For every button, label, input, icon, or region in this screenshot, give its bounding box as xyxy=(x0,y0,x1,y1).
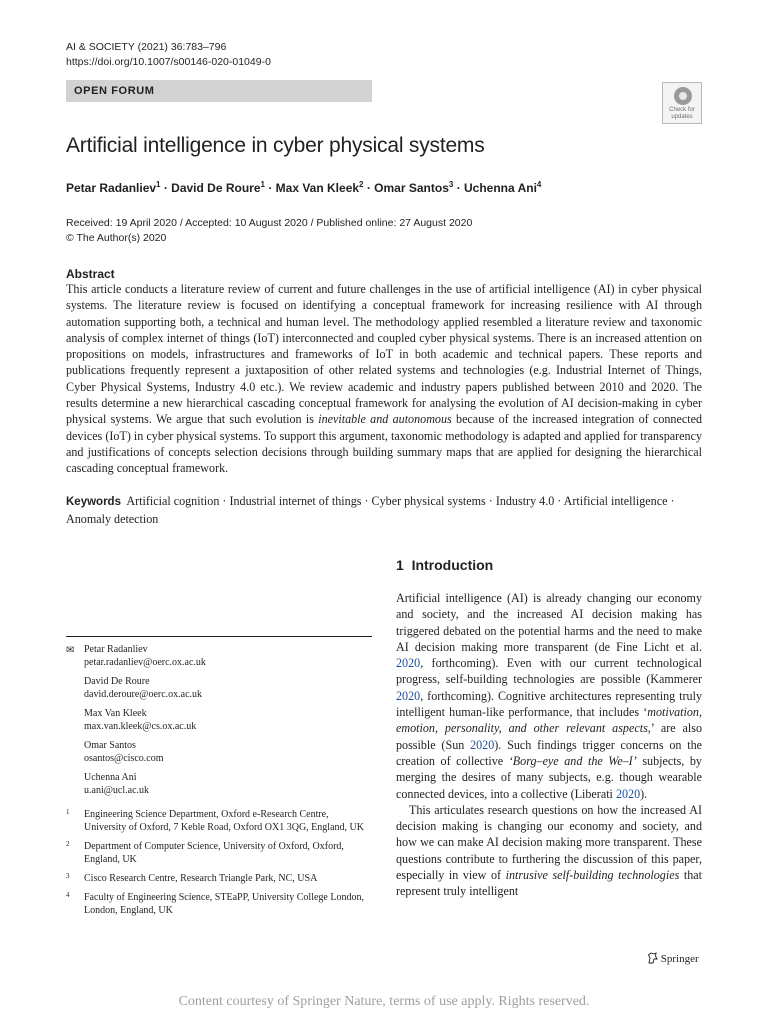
paragraph xyxy=(396,802,702,900)
springer-horse-icon xyxy=(647,952,658,964)
text-run: that represent truly intelligent xyxy=(396,868,702,899)
courtesy-notice: Content courtesy of Springer Nature, terms of use apply. Rights reserved. xyxy=(178,994,590,1009)
footnote-divider xyxy=(66,636,372,637)
correspondence-name: Uchenna Ani xyxy=(84,772,137,783)
affiliation-text: Department of Computer Science, University of Oxford, Oxford, England, UK xyxy=(84,841,344,865)
author-name[interactable]: Max Van Kleek xyxy=(275,181,360,195)
affiliations xyxy=(66,808,372,923)
correspondence-email[interactable]: u.ani@ucl.ac.uk xyxy=(84,785,150,796)
copyright-line: © The Author(s) 2020 xyxy=(66,232,167,244)
author-line: Petar Radanliev$^1$ · David De Roure$^1$ · Max Van Kleek$^2$ · Omar Santos$^3$ · Uchenna Ani$^4$ xyxy=(66,180,542,195)
citation-link[interactable]: 2020 xyxy=(615,786,641,801)
affiliation-entry xyxy=(66,891,372,917)
publisher-name: Springer xyxy=(660,953,699,965)
text-run: Artificial intelligence (AI) is already changing our economy and society, and the increased AI decision making has triggered debated on the potential harms and the need to make AI decision making more transparent (de Fine Licht et al. xyxy=(396,591,702,654)
updates-badge-line1: Check for xyxy=(669,107,695,113)
correspondence-name: Omar Santos xyxy=(84,740,136,751)
updates-badge-line2: updates xyxy=(671,114,693,120)
check-for-updates-badge[interactable] xyxy=(662,82,702,124)
publication-dates xyxy=(66,216,472,246)
author-affiliation-mark: 1 xyxy=(260,180,265,189)
text-run: subjects, by merging the desires of many subjects, e.g. though wearable connected devices, into a collective (Liberati xyxy=(396,753,702,801)
envelope-icon: ✉ xyxy=(66,645,75,656)
abstract-text-part: because of the increased integration of connected devices (IoT) in cyber physical systems. To support this argument, taxonomic methodology is adapted and applied for transparency and justifications of concepts selection decisions through building summary maps that are applied for designing the hierarchical cascading conceptual framework. xyxy=(66,412,702,476)
citation-link[interactable]: 2020 xyxy=(396,688,421,703)
correspondence-block xyxy=(66,636,372,803)
correspondence-email[interactable]: petar.radanliev@oerc.ox.ac.uk xyxy=(84,657,206,668)
correspondence-entry xyxy=(66,707,372,733)
correspondence-entry xyxy=(66,771,372,797)
keywords xyxy=(66,493,702,528)
introduction-heading xyxy=(396,555,493,575)
author-name[interactable]: Uchenna Ani xyxy=(464,181,537,195)
text-run: ). xyxy=(640,786,648,801)
abstract-text-part: This article conducts a literature review of current and future challenges in the use of artificial intelligence (AI) in cyber physical systems. The literature review is focused on identifying a conceptual framework for increasing resilience with AI through automation supporting both, a technical and human level. The methodology applied resembled a literature review and taxonomic analysis of complex internet of things (IoT) interconnected and coupled cyber physical systems. There is an increased attention on propositions on models, infrastructures and frameworks of IoT in both academic and technical papers. These reports and publications frequently represent a juxtaposition of other related systems and technologies (e.g. Industrial Internet of Things, Cyber Physical Systems, Industry 4.0 etc.). We review academic and industry papers published between 2010 and 2020. The results determine a new hierarchical cascading conceptual framework for analysing the evolution of AI decision-making in cyber physical systems. We argue that such evolution is xyxy=(66,282,702,427)
keywords-label: Keywords xyxy=(66,496,121,508)
update-check-icon xyxy=(674,87,692,105)
author-affiliation-mark: 2 xyxy=(359,180,364,189)
italic-run: intrusive self-building technologies xyxy=(505,868,680,883)
affiliation-number: 1 xyxy=(66,808,70,816)
affiliation-entry xyxy=(66,872,372,885)
correspondence-email[interactable]: max.van.kleek@cs.ox.ac.uk xyxy=(84,721,197,732)
abstract-text xyxy=(66,281,702,477)
paragraph xyxy=(396,590,702,802)
correspondence-entry xyxy=(66,643,372,669)
keywords-list: Artificial cognition · Industrial internet of things · Cyber physical systems · Industry 4.0 · Artificial intelligence · Anomaly detection xyxy=(66,494,675,526)
correspondence-email[interactable]: david.deroure@oerc.ox.ac.uk xyxy=(84,689,203,700)
correspondence-entry xyxy=(66,675,372,701)
paper-title: Artificial intelligence in cyber physical systems xyxy=(66,134,485,157)
affiliation-number: 3 xyxy=(66,872,70,880)
section-label: OPEN FORUM xyxy=(66,80,372,102)
publication-history: Received: 19 April 2020 / Accepted: 10 August 2020 / Published online: 27 August 2020 xyxy=(66,217,473,229)
author-name[interactable]: David De Roure xyxy=(171,181,261,195)
abstract-heading: Abstract xyxy=(66,267,115,281)
affiliation-entry xyxy=(66,808,372,834)
affiliation-number: 2 xyxy=(66,840,70,848)
author-affiliation-mark: 4 xyxy=(536,180,542,189)
text-run: ’ are also possible (Sun xyxy=(396,721,702,752)
italic-run: ‘Borg–eye and the We–I’ xyxy=(508,753,637,768)
correspondence-name: Petar Radanliev xyxy=(84,644,148,655)
correspondence-name: David De Roure xyxy=(84,676,150,687)
author-name[interactable]: Omar Santos xyxy=(374,181,449,195)
correspondence-email[interactable]: osantos@cisco.com xyxy=(84,753,164,764)
section-title: Introduction xyxy=(411,557,494,573)
italic-run: motivation, emotion, personality, and other relevant aspects, xyxy=(396,705,702,736)
author-affiliation-mark: 3 xyxy=(448,180,454,189)
author-affiliation-mark: 1 xyxy=(156,180,161,189)
journal-reference xyxy=(66,40,271,70)
text-run: , forthcoming). Cognitive architectures representing truly intelligent human-like performance, that includes ‘ xyxy=(396,688,702,720)
correspondence-entry xyxy=(66,739,372,765)
introduction-text xyxy=(396,590,702,900)
affiliation-text: Engineering Science Department, Oxford e-Research Centre, University of Oxford, 7 Keble Road, Oxford OX1 3QG, England, UK xyxy=(84,809,364,833)
section-number: 1 xyxy=(396,557,404,573)
text-run: ). Such findings trigger concerns on the creation of collective xyxy=(396,737,702,768)
affiliation-text: Faculty of Engineering Science, STEaPP, University College London, London, England, UK xyxy=(84,892,364,916)
affiliation-entry xyxy=(66,840,372,866)
affiliation-number: 4 xyxy=(66,891,70,899)
citation-link[interactable]: 2020 xyxy=(470,737,495,752)
citation-link[interactable]: 2020 xyxy=(396,656,421,671)
doi-link[interactable]: https://doi.org/10.1007/s00146-020-01049-0 xyxy=(66,56,271,68)
abstract-emphasis: inevitable and autonomous xyxy=(318,412,452,427)
affiliation-text: Cisco Research Centre, Research Triangle Park, NC, USA xyxy=(84,873,318,884)
text-run: , forthcoming). Even with our current technological progress, self-building technologies are possible (Kammerer xyxy=(396,656,702,687)
publisher-logo xyxy=(647,952,699,966)
text-run: This articulates research questions on how the increased AI decision making is changing our economy and society, and how we can make AI decision making more transparent. These questions contribute to furthering the discussion of this paper, especially in view of xyxy=(396,802,702,883)
correspondence-name: Max Van Kleek xyxy=(84,708,147,719)
journal-citation: AI & SOCIETY (2021) 36:783–796 xyxy=(66,41,227,53)
author-name[interactable]: Petar Radanliev xyxy=(66,181,157,195)
